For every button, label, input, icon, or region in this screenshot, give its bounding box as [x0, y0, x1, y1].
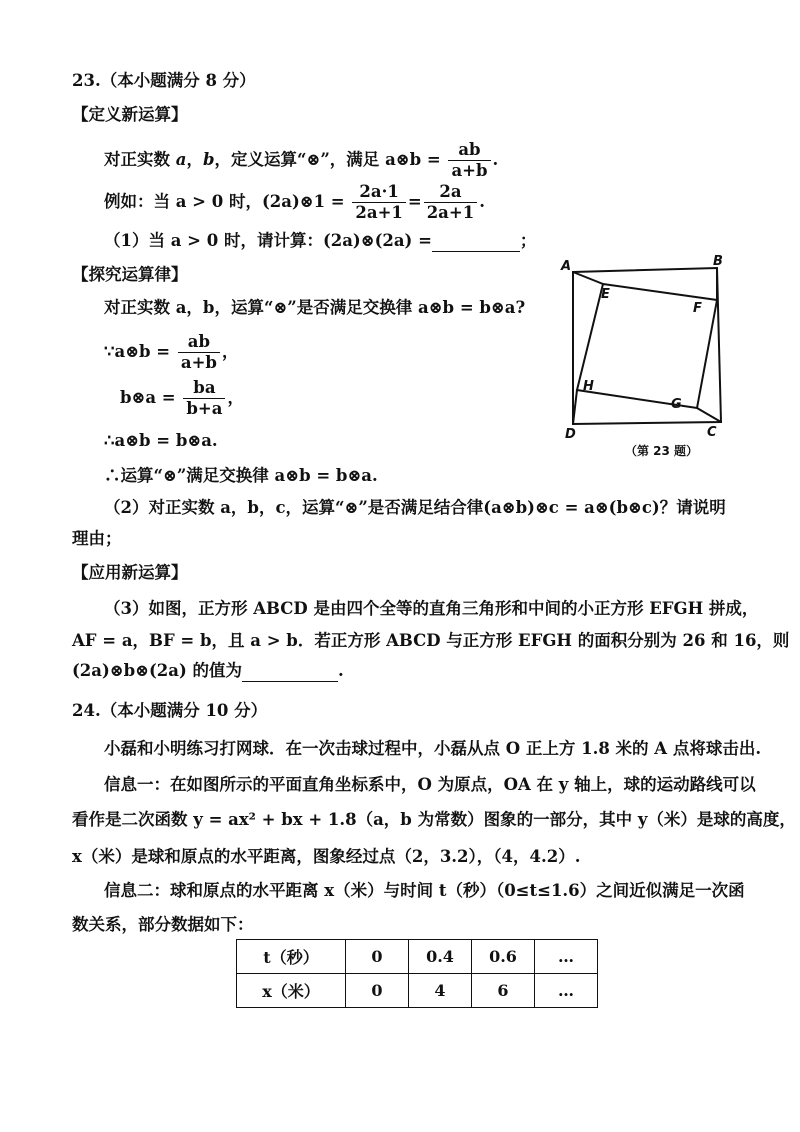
label-d: D [565, 427, 576, 442]
definition-denominator: a+b [451, 161, 488, 180]
info2-line-2: 数关系，部分数据如下： [72, 915, 254, 934]
section-apply-title: 【应用新运算】 [72, 563, 188, 582]
part3-end: . [338, 661, 344, 680]
table-cell: 0.4 [409, 940, 472, 974]
label-a: A [561, 259, 572, 274]
label-h: H [583, 379, 594, 394]
label-b: B [713, 254, 723, 269]
part3-line-1: （3）如图，正方形 ABCD 是由四个全等的直角三角形和中间的小正方形 EFGH 拼成， [104, 599, 759, 618]
figure-caption: （第 23 题） [625, 444, 699, 458]
q23-header: 23.（本小题满分 8 分） [72, 71, 256, 90]
square-figure [555, 252, 745, 462]
table-cell: … [535, 940, 598, 974]
info1-line-1: 信息一：在如图所示的平面直角坐标系中，O 为原点，OA 在 y 轴上，球的运动路线可以 [104, 775, 756, 794]
since-numerator: ab [178, 332, 220, 353]
section-define-title: 【定义新运算】 [72, 105, 188, 124]
table-cell: t（秒） [237, 940, 346, 974]
info1-line-3: x（米）是球和原点的水平距离，图象经过点（2，3.2），（4，4.2）. [72, 847, 581, 866]
table-row [237, 940, 598, 974]
definition-line: 对正实数 a，b，定义运算“⊗”，满足 a⊗b = $\frac{ab}{a+b}$ . [104, 140, 499, 180]
b-op-denominator: b+a [186, 399, 223, 418]
part3-text: (2a)⊗b⊗(2a) 的值为 [72, 661, 243, 680]
since-fraction [178, 332, 220, 373]
table-cell: 0 [346, 940, 409, 974]
table-cell: x（米） [237, 974, 346, 1008]
q24-header: 24.（本小题满分 10 分） [72, 701, 268, 720]
definition-mid: ，定义运算“⊗”，满足 [214, 150, 380, 169]
answer-blank-2[interactable] [242, 663, 338, 682]
table-cell: 6 [472, 974, 535, 1008]
data-table [236, 939, 598, 1008]
example-denominator-2: 2a+1 [426, 203, 475, 222]
q24-intro: 小磊和小明练习打网球．在一次击球过程中，小磊从点 O 正上方 1.8 米的 A 点将球击出. [104, 739, 762, 758]
part2-line-1: （2）对正实数 a，b，c，运算“⊗”是否满足结合律(a⊗b)⊗c = a⊗(b⊗c)？请说明 [104, 498, 726, 517]
example-fraction-2 [424, 182, 477, 223]
label-g: G [671, 397, 682, 412]
example-fraction-1 [352, 182, 405, 223]
definition-lhs: a⊗b = [385, 150, 441, 169]
label-c: C [707, 425, 717, 440]
since-denominator: a+b [180, 353, 217, 372]
b-op-lhs: b⊗a = [120, 388, 176, 407]
part3-line-2: AF = a，BF = b，且 a > b．若正方形 ABCD 与正方形 EFGH 的面积分别为 26 和 16，则 [72, 631, 790, 650]
table-cell: … [535, 974, 598, 1008]
label-f: F [693, 301, 702, 316]
part1-end: ； [519, 231, 537, 250]
b-op-fraction [183, 378, 225, 419]
example-denominator-1: 2a+1 [355, 203, 403, 222]
table-row [237, 974, 598, 1008]
b-op-numerator: ba [183, 378, 225, 399]
b-op-line: b⊗a = $\frac{ba}{b+a}$ ， [120, 378, 244, 418]
table-cell: 0 [346, 974, 409, 1008]
part3-line-3 [72, 660, 344, 682]
definition-prefix: 对正实数 [104, 150, 170, 169]
definition-fraction [448, 140, 490, 181]
part1-line [104, 230, 536, 252]
answer-blank-1[interactable] [432, 233, 520, 252]
label-e: E [601, 287, 610, 302]
therefore-line-2: ∴运算“⊗”满足交换律 a⊗b = b⊗a. [104, 466, 378, 485]
table-cell: 4 [409, 974, 472, 1008]
explore-question: 对正实数 a，b，运算“⊗”是否满足交换律 a⊗b = b⊗a? [104, 298, 526, 317]
definition-numerator: ab [448, 140, 490, 161]
table-cell: 0.6 [472, 940, 535, 974]
segment-ae [573, 272, 603, 284]
example-numerator-1: 2a·1 [352, 182, 405, 203]
example-numerator-2: 2a [424, 182, 477, 203]
info2-line-1: 信息二：球和原点的水平距离 x（米）与时间 t（秒）（0≤t≤1.6）之间近似满足一次函 [104, 881, 745, 900]
since-line: ∵a⊗b = $\frac{ab}{a+b}$ ， [104, 332, 239, 372]
example-prefix: 例如：当 a > 0 时，(2a)⊗1 = [104, 192, 345, 211]
part1-text: （1）当 a > 0 时，请计算：(2a)⊗(2a) = [104, 231, 432, 250]
section-explore-title: 【探究运算律】 [72, 265, 188, 284]
therefore-line-1: ∴a⊗b = b⊗a. [104, 431, 218, 450]
since-lhs: ∵a⊗b = [104, 342, 171, 361]
example-line: 例如：当 a > 0 时，(2a)⊗1 = $\frac{2a\cdot 1}{2a+1}$ = $\frac{2a}{2a+1}$ . [104, 182, 485, 222]
part2-line-2: 理由； [72, 529, 122, 548]
segment-cg [697, 408, 721, 422]
info1-line-2: 看作是二次函数 y = ax² + bx + 1.8（a，b 为常数）图象的一部分，其中 y（米）是球的高度， [72, 810, 796, 829]
